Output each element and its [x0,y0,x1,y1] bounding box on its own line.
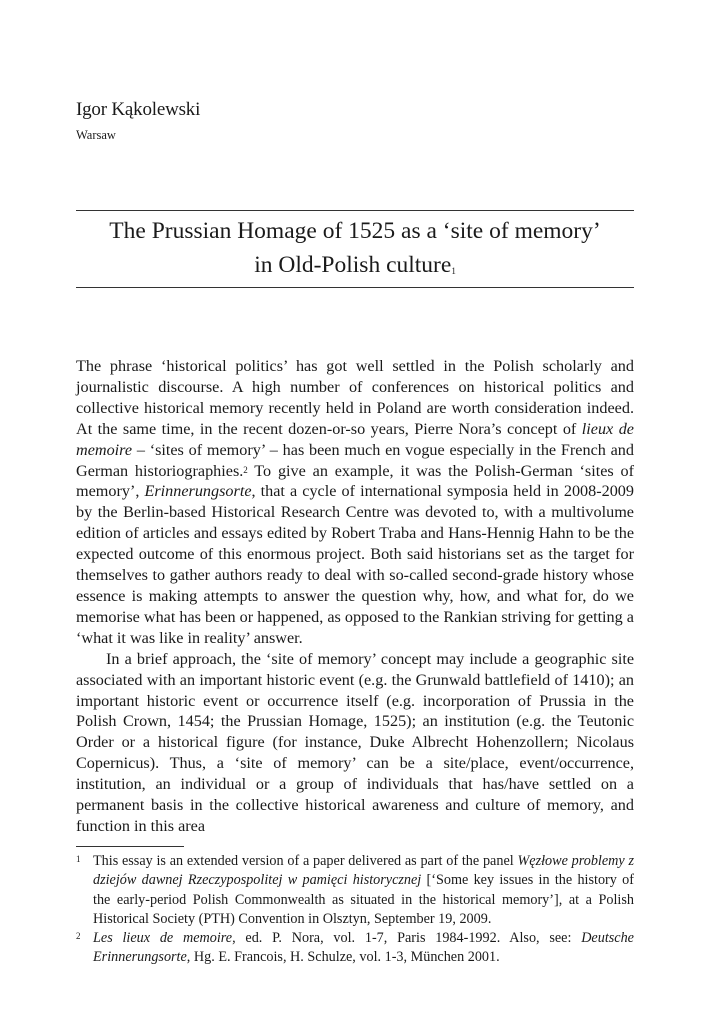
body-text [76,356,634,837]
fn2-text-1: , ed. P. Nora, vol. 1-7, Paris 1984-1992. Also, see: [232,930,582,947]
footnote-2 [76,929,634,968]
fn1-italic-title: Węzłowe problemy z dziejów dawnej Rzeczypospolitej w pamięci historycznej [93,853,634,889]
fn2-italic-2: Deutsche Erinnerungsorte [93,930,634,966]
footnote-2-number: 2 [76,931,81,942]
p1-text-1: The phrase ‘historical politics’ has got well settled in the Polish scholarly and journalistic discourse. A high number of conferences on historical politics and collective historical memory recently held in Poland are worth consideration indeed. At the same time, in the recent dozen-or-so years, Pierre Nora’s concept of [76,357,634,438]
p1-italic-lieux: lieux de memoire [76,419,634,459]
author-affiliation: Warsaw [76,128,116,142]
paragraph-2: In a brief approach, the ‘site of memory’ concept may include a geographic site associated with an important historic event (e.g. the Grunwald battlefield of 1410); an important historic event or occurrence itself (e.g. incorporation of Prussia in the Polish Crown, 1454; the Prussian Homage, 1525); an institution (e.g. the Teutonic Order or a historical figure (for instance, Duke Albrecht Hohenzollern; Nicolaus Copernicus). Thus, a ‘site of memory’ can be a site/place, event/occurrence, institution, an individual or a group of individuals that has/have settled on a permanent basis in the collective historical awareness and culture of memory, and function in this area [76,649,634,835]
p1-text-2: – ‘sites of memory’ – has been much en vogue especially in the French and German historiographies. [76,440,634,480]
title-line-2-text: in Old-Polish culture [254,252,452,278]
title-footnote-ref[interactable]: 1 [451,266,456,276]
footnote-separator [76,846,184,847]
p1-italic-erinnerungsorte: Erinnerungsorte [144,482,252,501]
footnote-1 [76,852,634,929]
fn1-text-1: This essay is an extended version of a paper delivered as part of the panel [93,853,518,869]
paragraph-1 [76,356,634,649]
p1-text-4: , that a cycle of international symposia held in 2008-2009 by the Berlin-based Historical Research Centre was devoted to, with a multivolume edition of articles and essays edited by Robert Traba and Hans-Hennig Hahn to be the expected outcome of this enormous project. Both said historians set as the target for themselves to gather authors ready to deal with so-called second-grade history whose essence is making attempts to answer the question why, how, and what for, do we memorise what has been or happened, as opposed to the Rankian striving for getting a ‘what it was like in reality’ answer. [76,482,634,647]
fn2-text-2: , Hg. E. Francois, H. Schulze, vol. 1-3, München 2001. [186,949,500,966]
p1-text-3: To give an example, it was the Polish-German ‘sites of memory’, [76,461,635,501]
p1-footnote-ref[interactable]: 2 [243,464,248,475]
fn2-italic-1: Les lieux de memoire [93,930,233,947]
footnotes [76,852,634,968]
title-line-2 [76,248,634,282]
footnote-1-number: 1 [76,854,81,864]
title-line-1: The Prussian Homage of 1525 as a ‘site of memory’ [109,218,601,244]
article-title [76,214,634,282]
author-name: Igor Kąkolewski [76,99,201,120]
title-top-rule [76,210,634,211]
fn1-text-2: [‘Some key issues in the history of the early-period Polish Commonwealth as situated in the historical memory’], at a Polish Historical Society (PTH) Convention in Olsztyn, September 19, 2009. [93,872,634,927]
title-bottom-rule [76,287,634,288]
